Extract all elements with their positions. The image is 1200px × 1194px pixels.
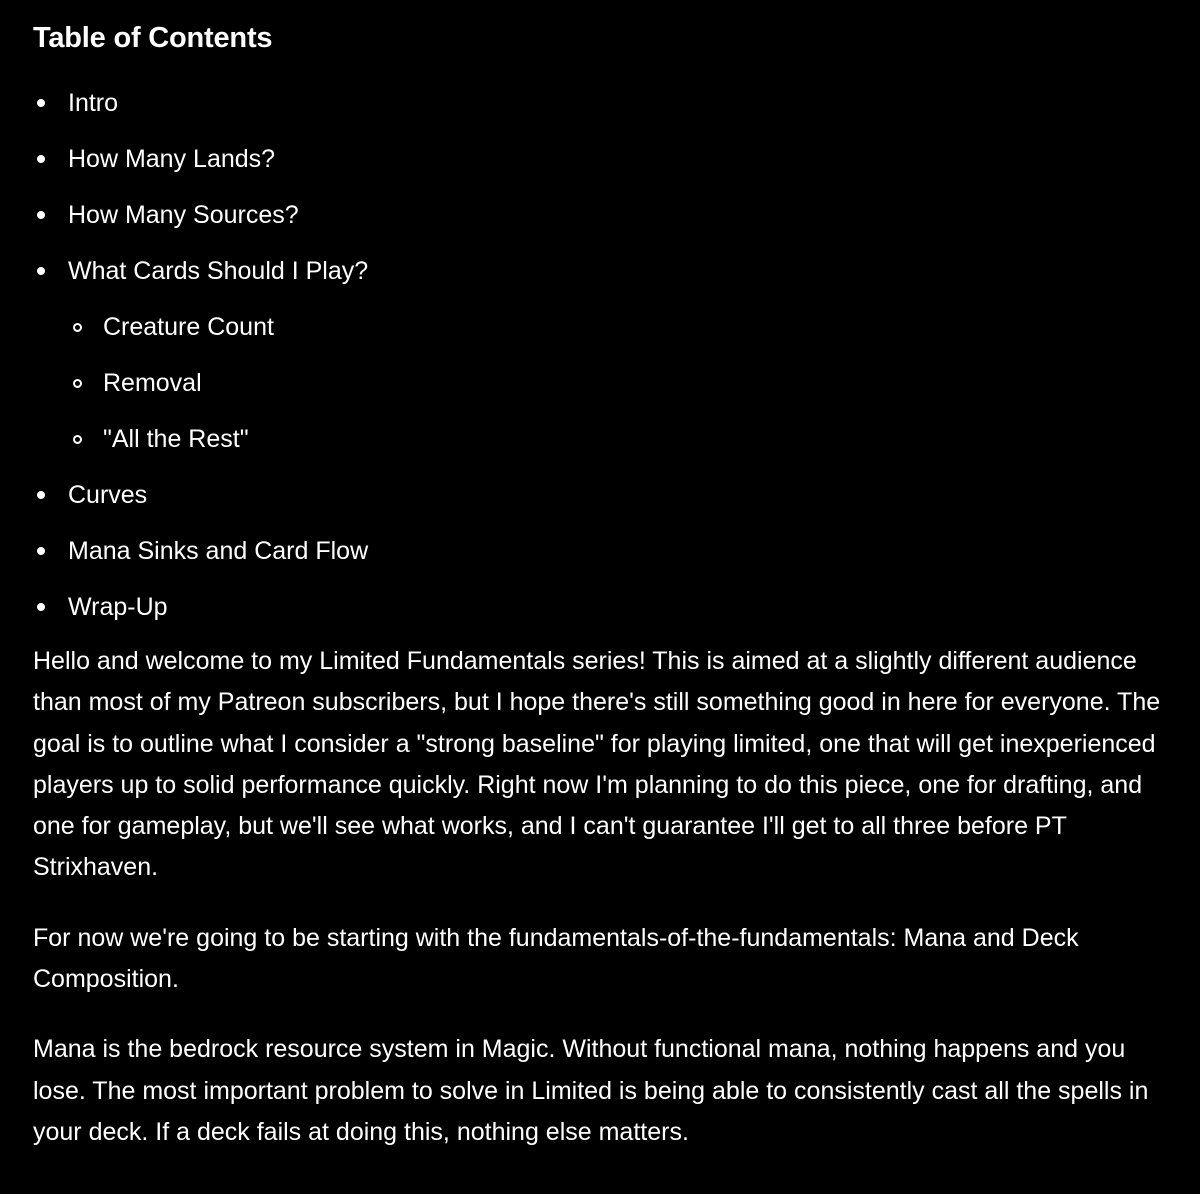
bullet-icon bbox=[37, 267, 45, 275]
bullet-icon bbox=[37, 211, 45, 219]
article-body bbox=[33, 641, 1166, 1153]
toc-item-curves[interactable] bbox=[33, 479, 1166, 511]
toc-item-intro[interactable] bbox=[33, 87, 1166, 119]
toc-subitem-removal[interactable] bbox=[33, 367, 1166, 399]
hollow-bullet-icon bbox=[73, 435, 82, 444]
toc-item-what-cards[interactable] bbox=[33, 255, 1166, 287]
bullet-icon bbox=[37, 603, 45, 611]
toc-item-label[interactable]: How Many Sources? bbox=[68, 201, 299, 229]
intro-paragraph: Hello and welcome to my Limited Fundamentals series! This is aimed at a slightly different audience than most of my Patreon subscribers, but I hope there's still something good in here for everyone. The goal is to outline what I consider a "strong baseline" for playing limited, one that will get inexperienced players up to solid performance quickly. Right now I'm planning to do this piece, one for drafting, and one for gameplay, but we'll see what works, and I can't guarantee I'll get to all three before PT Strixhaven. bbox=[33, 647, 1161, 882]
toc-item-label[interactable]: Removal bbox=[103, 369, 202, 397]
bullet-icon bbox=[37, 491, 45, 499]
toc-list bbox=[33, 87, 1166, 623]
toc-title: Table of Contents bbox=[33, 22, 273, 54]
hollow-bullet-icon bbox=[73, 323, 82, 332]
mana-paragraph: Mana is the bedrock resource system in Magic. Without functional mana, nothing happens and you lose. The most important problem to solve in Limited is being able to consistently cast all the spells in your deck. If a deck fails at doing this, nothing else matters. bbox=[33, 1035, 1149, 1146]
toc-subitem-creature-count[interactable] bbox=[33, 311, 1166, 343]
bullet-icon bbox=[37, 99, 45, 107]
toc-item-label[interactable]: Curves bbox=[68, 481, 148, 509]
bullet-icon bbox=[37, 155, 45, 163]
toc-item-how-many-sources[interactable] bbox=[33, 199, 1166, 231]
toc-item-label[interactable]: Mana Sinks and Card Flow bbox=[68, 537, 369, 565]
toc-item-label[interactable]: Intro bbox=[68, 89, 119, 117]
bullet-icon bbox=[37, 547, 45, 555]
toc-item-label[interactable]: What Cards Should I Play? bbox=[68, 257, 369, 285]
toc-item-label[interactable]: Wrap-Up bbox=[68, 593, 168, 621]
hollow-bullet-icon bbox=[73, 379, 82, 388]
toc-item-mana-sinks[interactable] bbox=[33, 535, 1166, 567]
toc-item-label[interactable]: "All the Rest" bbox=[103, 425, 249, 453]
fundamentals-paragraph: For now we're going to be starting with the fundamentals-of-the-fundamentals: Mana and Deck Composition. bbox=[33, 923, 1079, 994]
toc-item-label[interactable]: How Many Lands? bbox=[68, 145, 276, 173]
toc-item-label[interactable]: Creature Count bbox=[103, 313, 274, 341]
toc-item-wrap-up[interactable] bbox=[33, 591, 1166, 623]
toc-item-how-many-lands[interactable] bbox=[33, 143, 1166, 175]
toc-subitem-all-the-rest[interactable] bbox=[33, 423, 1166, 455]
